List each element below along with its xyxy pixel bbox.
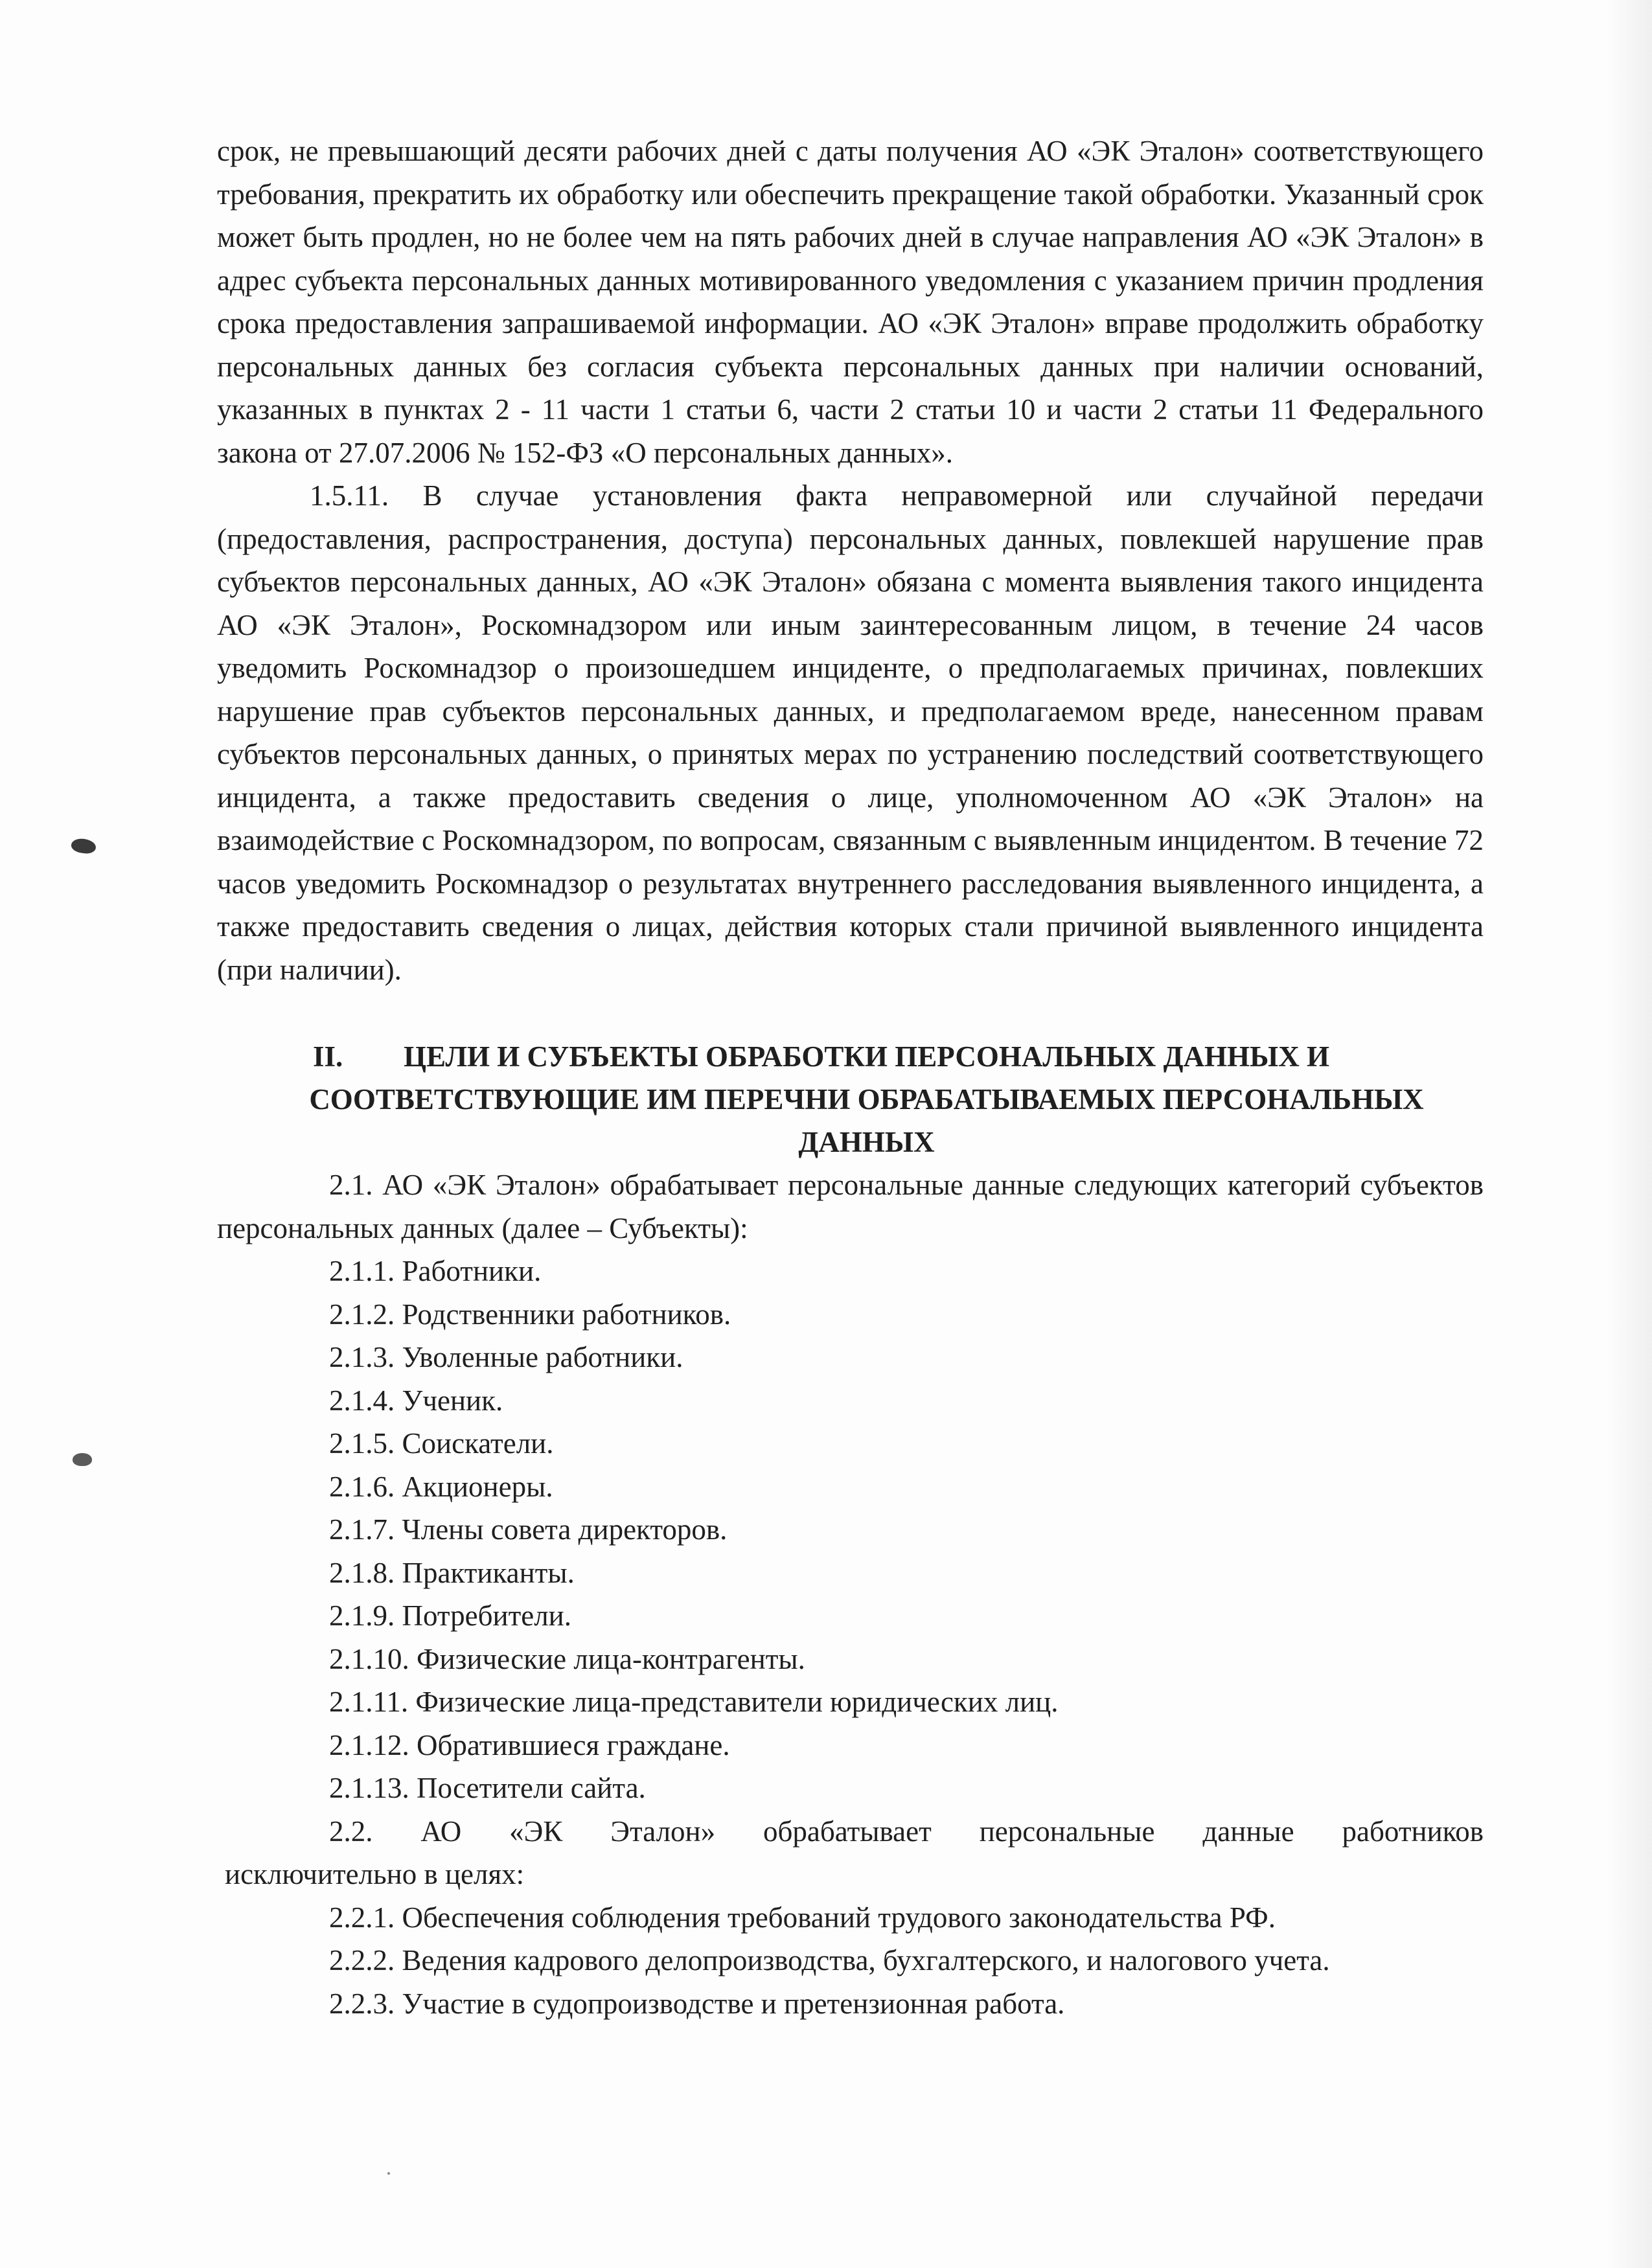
scan-speck — [387, 2172, 390, 2175]
list-item: 2.1.2. Родственники работников. — [329, 1298, 731, 1331]
list-item: 2.1.5. Соискатели. — [329, 1427, 554, 1460]
document-body — [217, 130, 1484, 2025]
list-item: 2.1.12. Обратившиеся граждане. — [329, 1728, 730, 1761]
subjects-list — [217, 1250, 1484, 1810]
punch-hole-mark — [73, 1453, 92, 1466]
list-item: 2.1.7. Члены совета директоров. — [329, 1513, 728, 1546]
list-item: 2.2.1. Обеспечения соблюдения требований трудового законодательства РФ. — [329, 1901, 1276, 1934]
section-number: II. — [313, 1040, 343, 1073]
paragraph-2-2-line1: 2.2. АО «ЭК Эталон» обрабатывает персональные данные работников — [329, 1815, 1484, 1848]
list-item: 2.1.13. Посетители сайта. — [329, 1772, 646, 1804]
list-item: 2.1.10. Физические лица-контрагенты. — [329, 1642, 805, 1675]
list-item: 2.1.3. Уволенные работники. — [329, 1341, 683, 1373]
list-item: 2.2.3. Участие в судопроизводстве и претензионная работа. — [329, 1987, 1065, 2020]
purposes-list — [217, 1896, 1484, 2026]
list-item: 2.1.6. Акционеры. — [329, 1470, 553, 1503]
list-item: 2.1.1. Работники. — [329, 1255, 542, 1287]
paragraph-1-5-11: 1.5.11. В случае установления факта неправомерной или случайной передачи (предоставления, распространения, доступа) персональных данных, повлекшей нарушение прав субъектов персональных данных, АО «ЭК Эталон» обязана с момента выявления такого инцидента АО «ЭК Эталон», Роскомнадзором или иным заинтересованным лицом, в течение 24 часов уведомить Роскомнадзор о произошедшем инциденте, о предполагаемых причинах, повлекших нарушение прав субъектов персональных данных, и предполагаемом вреде, нанесенном правам субъектов персональных данных, о принятых мерах по устранению последствий соответствующего инцидента, а также предоставить сведения о лице, уполномоченном АО «ЭК Эталон» на взаимодействие с Роскомнадзором, по вопросам, связанным с выявленным инцидентом. В течение 72 часов уведомить Роскомнадзор о результатах внутреннего расследования выявленного инцидента, а также предоставить сведения о лицах, действия которых стали причиной выявленного инцидента (при наличии). — [217, 479, 1484, 986]
paragraph-continuation: срок, не превышающий десяти рабочих дней с даты получения АО «ЭК Эталон» соответствующего требования, прекратить их обработку или обеспечить прекращение такой обработки. Указанный срок может быть продлен, но не более чем на пять рабочих дней в случае направления АО «ЭК Эталон» в адрес субъекта персональных данных мотивированного уведомления с указанием причин продления срока предоставления запрашиваемой информации. АО «ЭК Эталон» вправе продолжить обработку персональных данных без согласия субъекта персональных данных при наличии оснований, указанных в пунктах 2 - 11 части 1 статьи 6, части 2 статьи 10 и части 2 статьи 11 Федерального закона от 27.07.2006 № 152-ФЗ «О персональных данных». — [217, 135, 1484, 469]
paragraph-2-2-line2: исключительно в целях: — [225, 1858, 525, 1890]
paragraph-2-1: 2.1. АО «ЭК Эталон» обрабатывает персональные данные следующих категорий субъектов персональных данных (далее – Субъекты): — [217, 1169, 1484, 1244]
list-item: 2.1.4. Ученик. — [329, 1384, 503, 1417]
section-heading — [217, 1035, 1484, 1163]
list-item: 2.1.11. Физические лица-представители юридических лиц. — [329, 1686, 1059, 1718]
page-edge-shadow — [1607, 0, 1652, 2268]
punch-hole-mark — [71, 837, 97, 854]
list-item: 2.1.8. Практиканты. — [329, 1556, 575, 1589]
section-title: ЦЕЛИ И СУБЪЕКТЫ ОБРАБОТКИ ПЕРСОНАЛЬНЫХ ДАННЫХ И СООТВЕТСТВУЮЩИЕ ИМ ПЕРЕЧНИ ОБРАБАТЫВАЕМЫХ ПЕРСОНАЛЬНЫХ ДАННЫХ — [309, 1040, 1424, 1158]
list-item: 2.1.9. Потребители. — [329, 1599, 571, 1632]
list-item: 2.2.2. Ведения кадрового делопроизводства, бухгалтерского, и налогового учета. — [329, 1944, 1330, 1976]
